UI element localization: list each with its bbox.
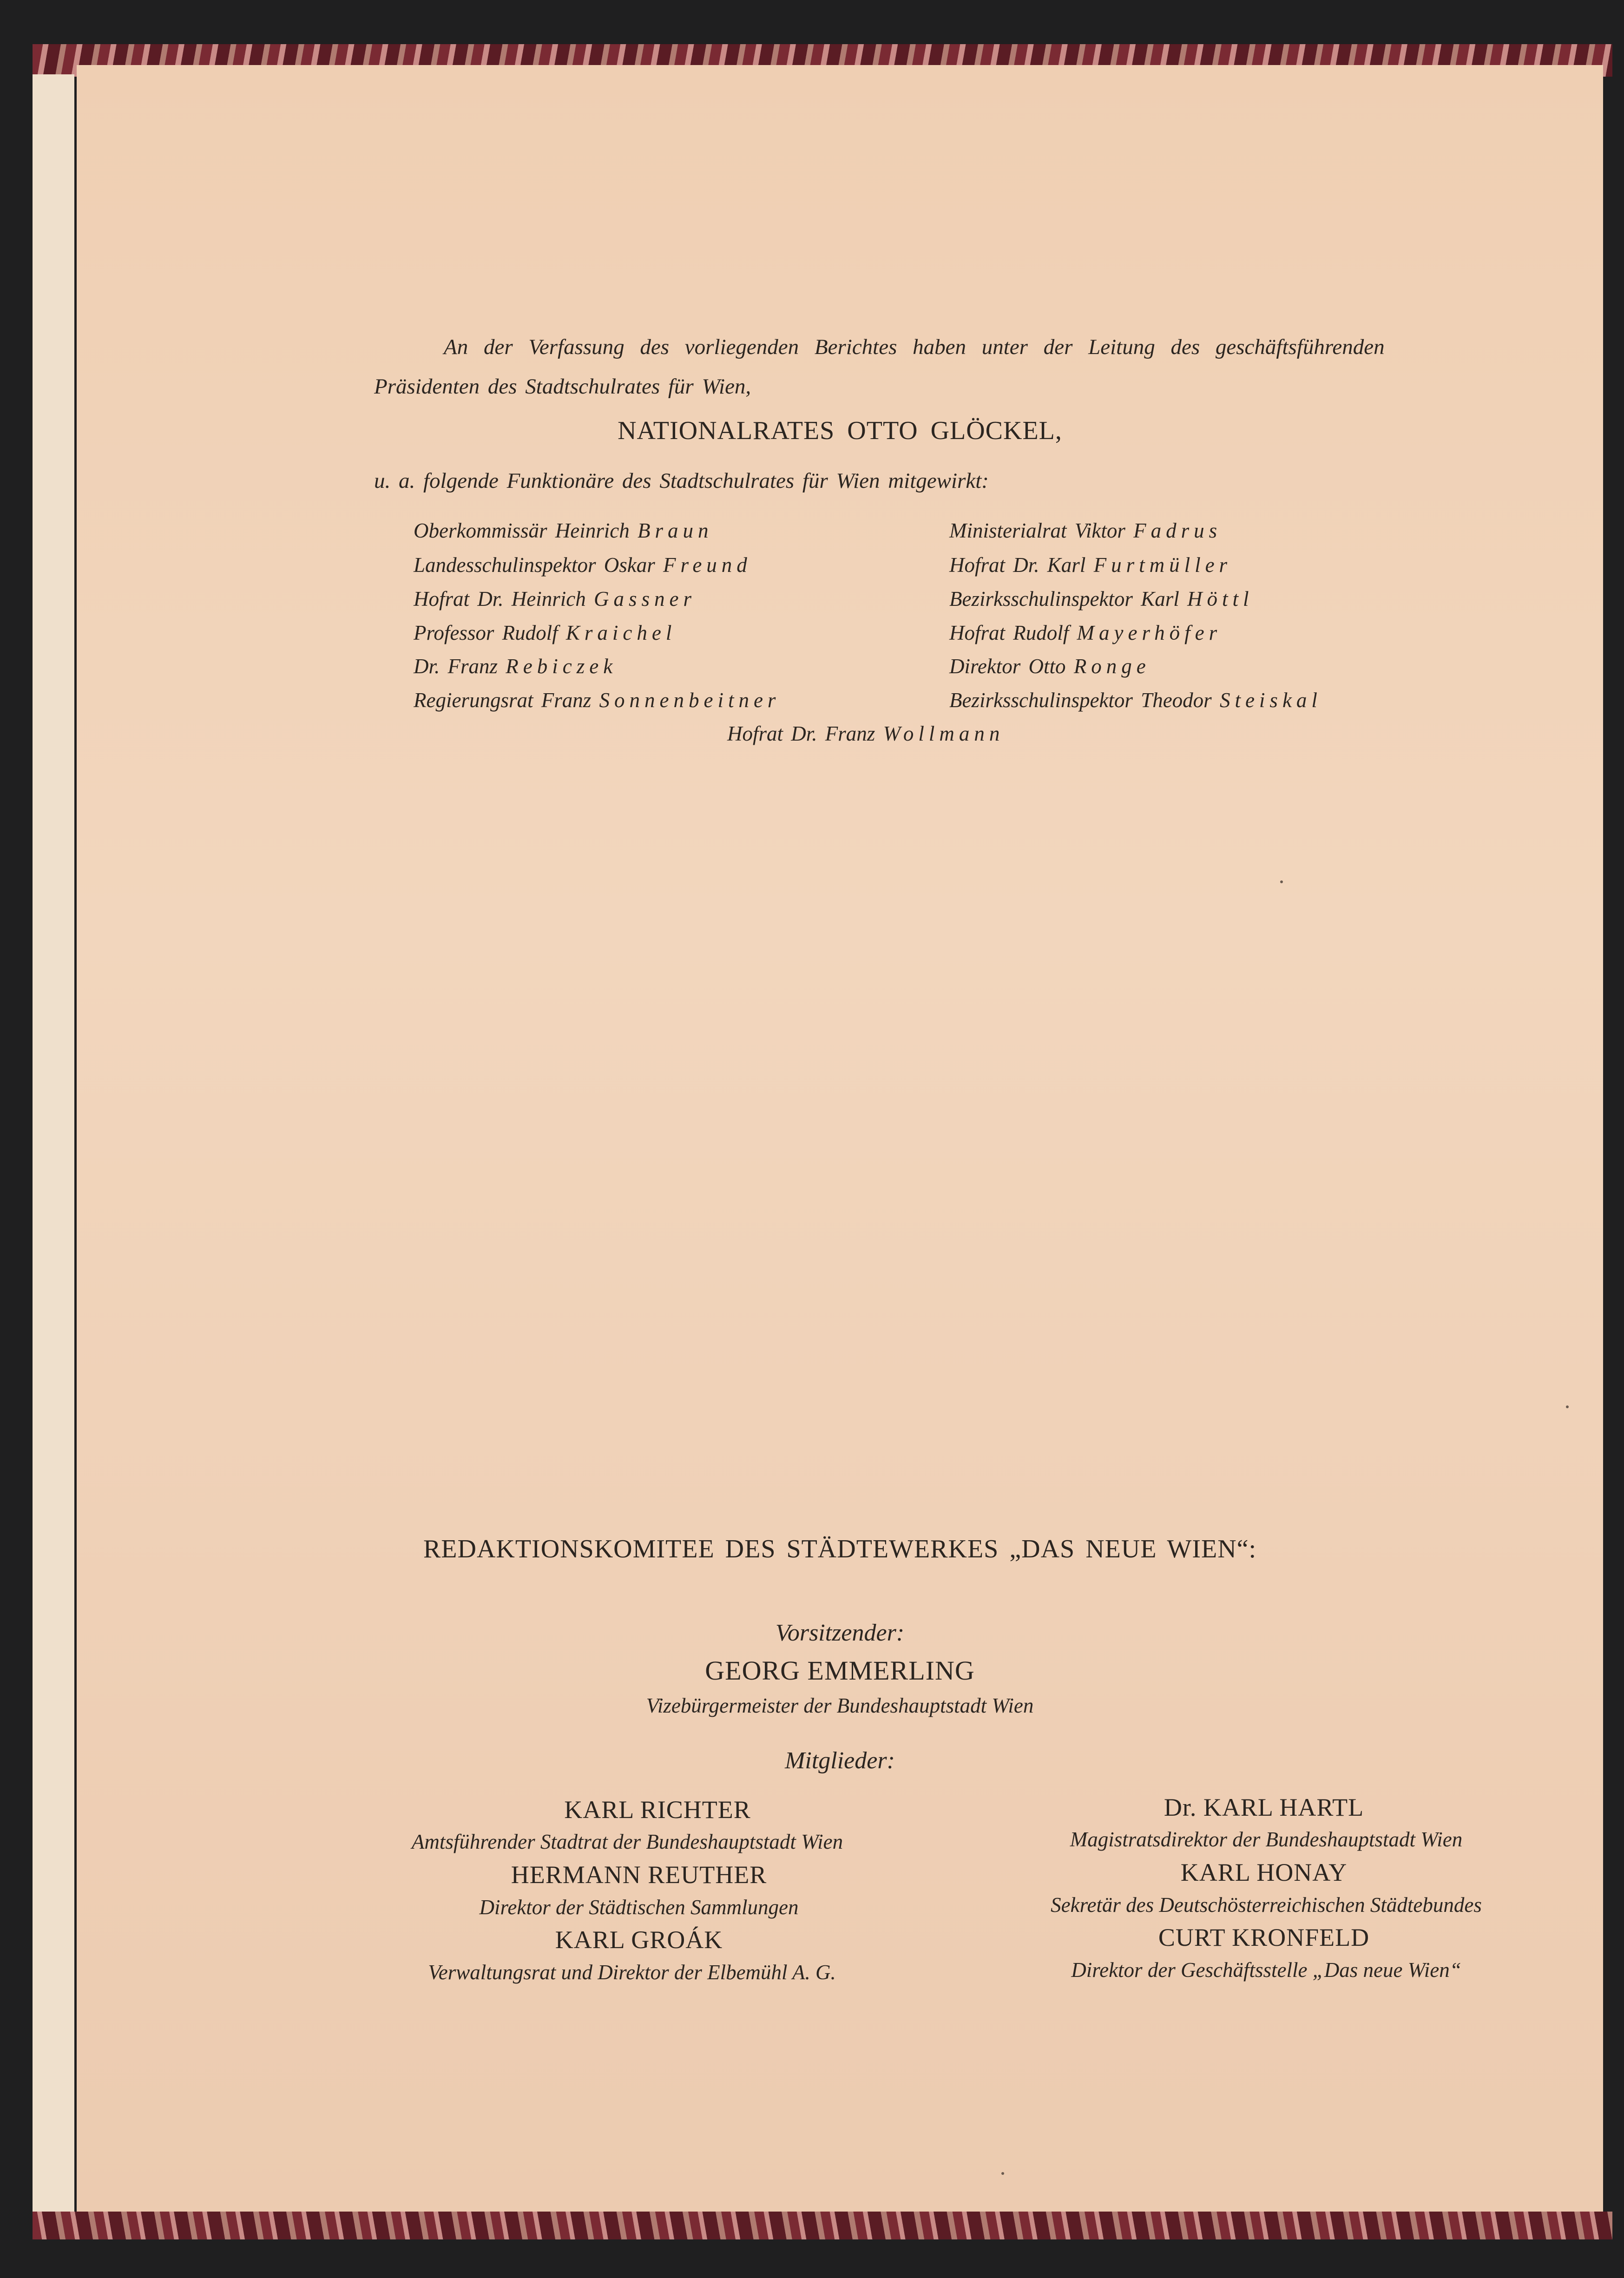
chair-title: Vizebürgermeister der Bundeshauptstadt Wien — [646, 1694, 1034, 1717]
official-right-3: Bezirksschulinspektor Karl Höttl — [949, 587, 1254, 611]
page — [77, 65, 1603, 2212]
intro-line-1: An der Verfassung des vorliegenden Berichtes haben unter der Leitung des geschäftsführenden — [444, 335, 1385, 359]
member-name: KARL GROÁK — [555, 1926, 723, 1954]
official-left-3: Hofrat Dr. Heinrich Gassner — [414, 587, 697, 611]
official-left-6: Regierungsrat Franz Sonnenbeitner — [414, 689, 781, 712]
speck — [1280, 880, 1283, 883]
intro-line-2: Präsidenten des Stadtschulrates für Wien, — [374, 374, 751, 399]
member-name: KARL HONAY — [1180, 1858, 1348, 1886]
member-title: Direktor der Städtischen Sammlungen — [479, 1896, 799, 1919]
chair-name: GEORG EMMERLING — [705, 1655, 975, 1686]
official-left-1: Oberkommissär Heinrich Braun — [414, 519, 713, 542]
chair-label: Vorsitzender: — [775, 1620, 905, 1646]
official-right-6: Bezirksschulinspektor Theodor Steiskal — [949, 689, 1322, 712]
speck — [1001, 2172, 1004, 2175]
official-right-5: Direktor Otto Ronge — [949, 655, 1151, 678]
member-right-column — [946, 1791, 1624, 1985]
committee-heading: REDAKTIONSKOMITEE DES STÄDTEWERKES „DAS NEUE WIEN“: — [423, 1535, 1257, 1563]
member-title: Magistratsdirektor der Bundeshauptstadt Wien — [1070, 1828, 1463, 1851]
intro-line-3: u. a. folgende Funktionäre des Stadtschulrates für Wien mitgewirkt: — [374, 469, 989, 493]
member-name: KARL RICHTER — [564, 1796, 751, 1824]
official-right-2: Hofrat Dr. Karl Furtmüller — [949, 553, 1232, 577]
member-name: HERMANN REUTHER — [511, 1861, 767, 1889]
speck — [1566, 1405, 1569, 1408]
president-name: NATIONALRATES OTTO GLÖCKEL, — [618, 416, 1062, 445]
official-last: Hofrat Dr. Franz Wollmann — [727, 722, 1005, 745]
member-title: Amtsführender Stadtrat der Bundeshauptstadt Wien — [411, 1830, 843, 1853]
member-title: Sekretär des Deutschösterreichischen Städtebundes — [1051, 1893, 1482, 1917]
members-label: Mitglieder: — [785, 1747, 895, 1774]
page-edge — [33, 74, 74, 2212]
member-name: CURT KRONFELD — [1158, 1923, 1370, 1951]
official-left-4: Professor Rudolf Kraichel — [414, 621, 677, 644]
official-left-2: Landesschulinspektor Oskar Freund — [414, 553, 752, 577]
member-title: Verwaltungsrat und Direktor der Elbemühl A. G. — [428, 1961, 836, 1984]
official-left-5: Dr. Franz Rebiczek — [414, 655, 618, 678]
member-title: Direktor der Geschäftsstelle „Das neue Wien“ — [1071, 1958, 1461, 1982]
official-right-1: Ministerialrat Viktor Fadrus — [949, 519, 1222, 542]
book-binding-bottom — [33, 2212, 1612, 2239]
official-right-4: Hofrat Rudolf Mayerhöfer — [949, 621, 1222, 644]
member-name: Dr. KARL HARTL — [1164, 1793, 1364, 1821]
